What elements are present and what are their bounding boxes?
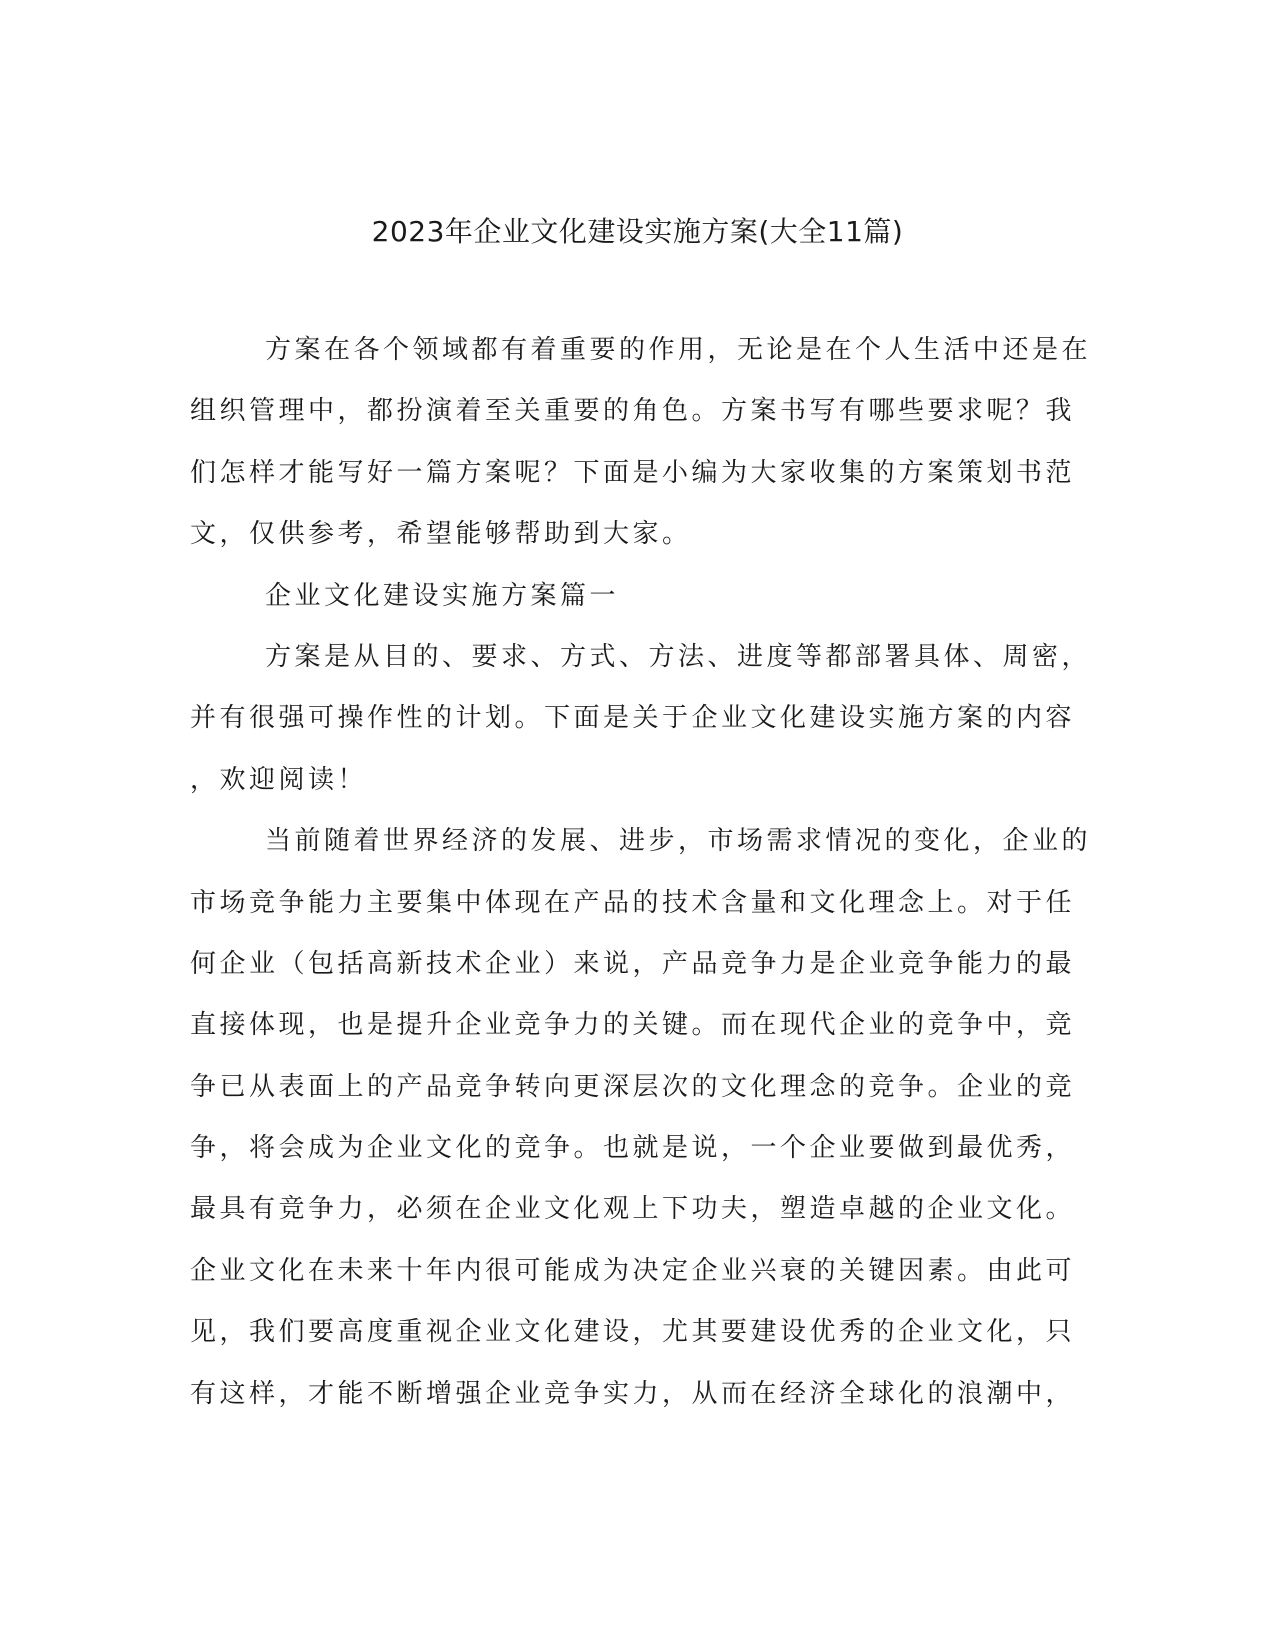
body-line: 方案在各个领域都有着重要的作用，无论是在个人生活中还是在 [265,335,1092,365]
document-title: 2023年企业文化建设实施方案(大全11篇) [371,215,904,248]
body-line: 争，将会成为企业文化的竞争。也就是说，一个企业要做到最优秀， [190,1133,1076,1164]
body-line: 最具有竞争力，必须在企业文化观上下功夫，塑造卓越的企业文化。 [190,1194,1076,1225]
body-line: 当前随着世界经济的发展、进步，市场需求情况的变化，企业的 [265,826,1092,857]
body-line: 何企业（包括高新技术企业）来说，产品竞争力是企业竞争能力的最 [190,948,1076,979]
body-line: 并有很强可操作性的计划。下面是关于企业文化建设实施方案的内容 [190,703,1076,734]
body-line: 企业文化在未来十年内很可能成为决定企业兴衰的关键因素。由此可 [190,1255,1076,1286]
body-line: 文，仅供参考，希望能够帮助到大家。 [190,519,692,550]
body-line: 方案是从目的、要求、方式、方法、进度等都部署具体、周密， [265,641,1092,672]
body-line: ，欢迎阅读！ [190,764,368,795]
body-line: 们怎样才能写好一篇方案呢？下面是小编为大家收集的方案策划书范 [190,457,1076,488]
body-line: 见，我们要高度重视企业文化建设，尤其要建设优秀的企业文化，只 [190,1317,1076,1348]
body-line: 市场竞争能力主要集中体现在产品的技术含量和文化理念上。对于任 [190,887,1076,918]
body-line: 组织管理中，都扮演着至关重要的角色。方案书写有哪些要求呢？我 [190,396,1076,427]
section-heading: 企业文化建设实施方案篇一 [265,580,620,611]
body-line: 争已从表面上的产品竞争转向更深层次的文化理念的竞争。企业的竞 [190,1071,1076,1102]
body-line: 有这样，才能不断增强企业竞争实力，从而在经济全球化的浪潮中， [190,1378,1076,1409]
body-line: 直接体现，也是提升企业竞争力的关键。而在现代企业的竞争中，竞 [190,1010,1076,1041]
document-body [190,330,1090,1435]
